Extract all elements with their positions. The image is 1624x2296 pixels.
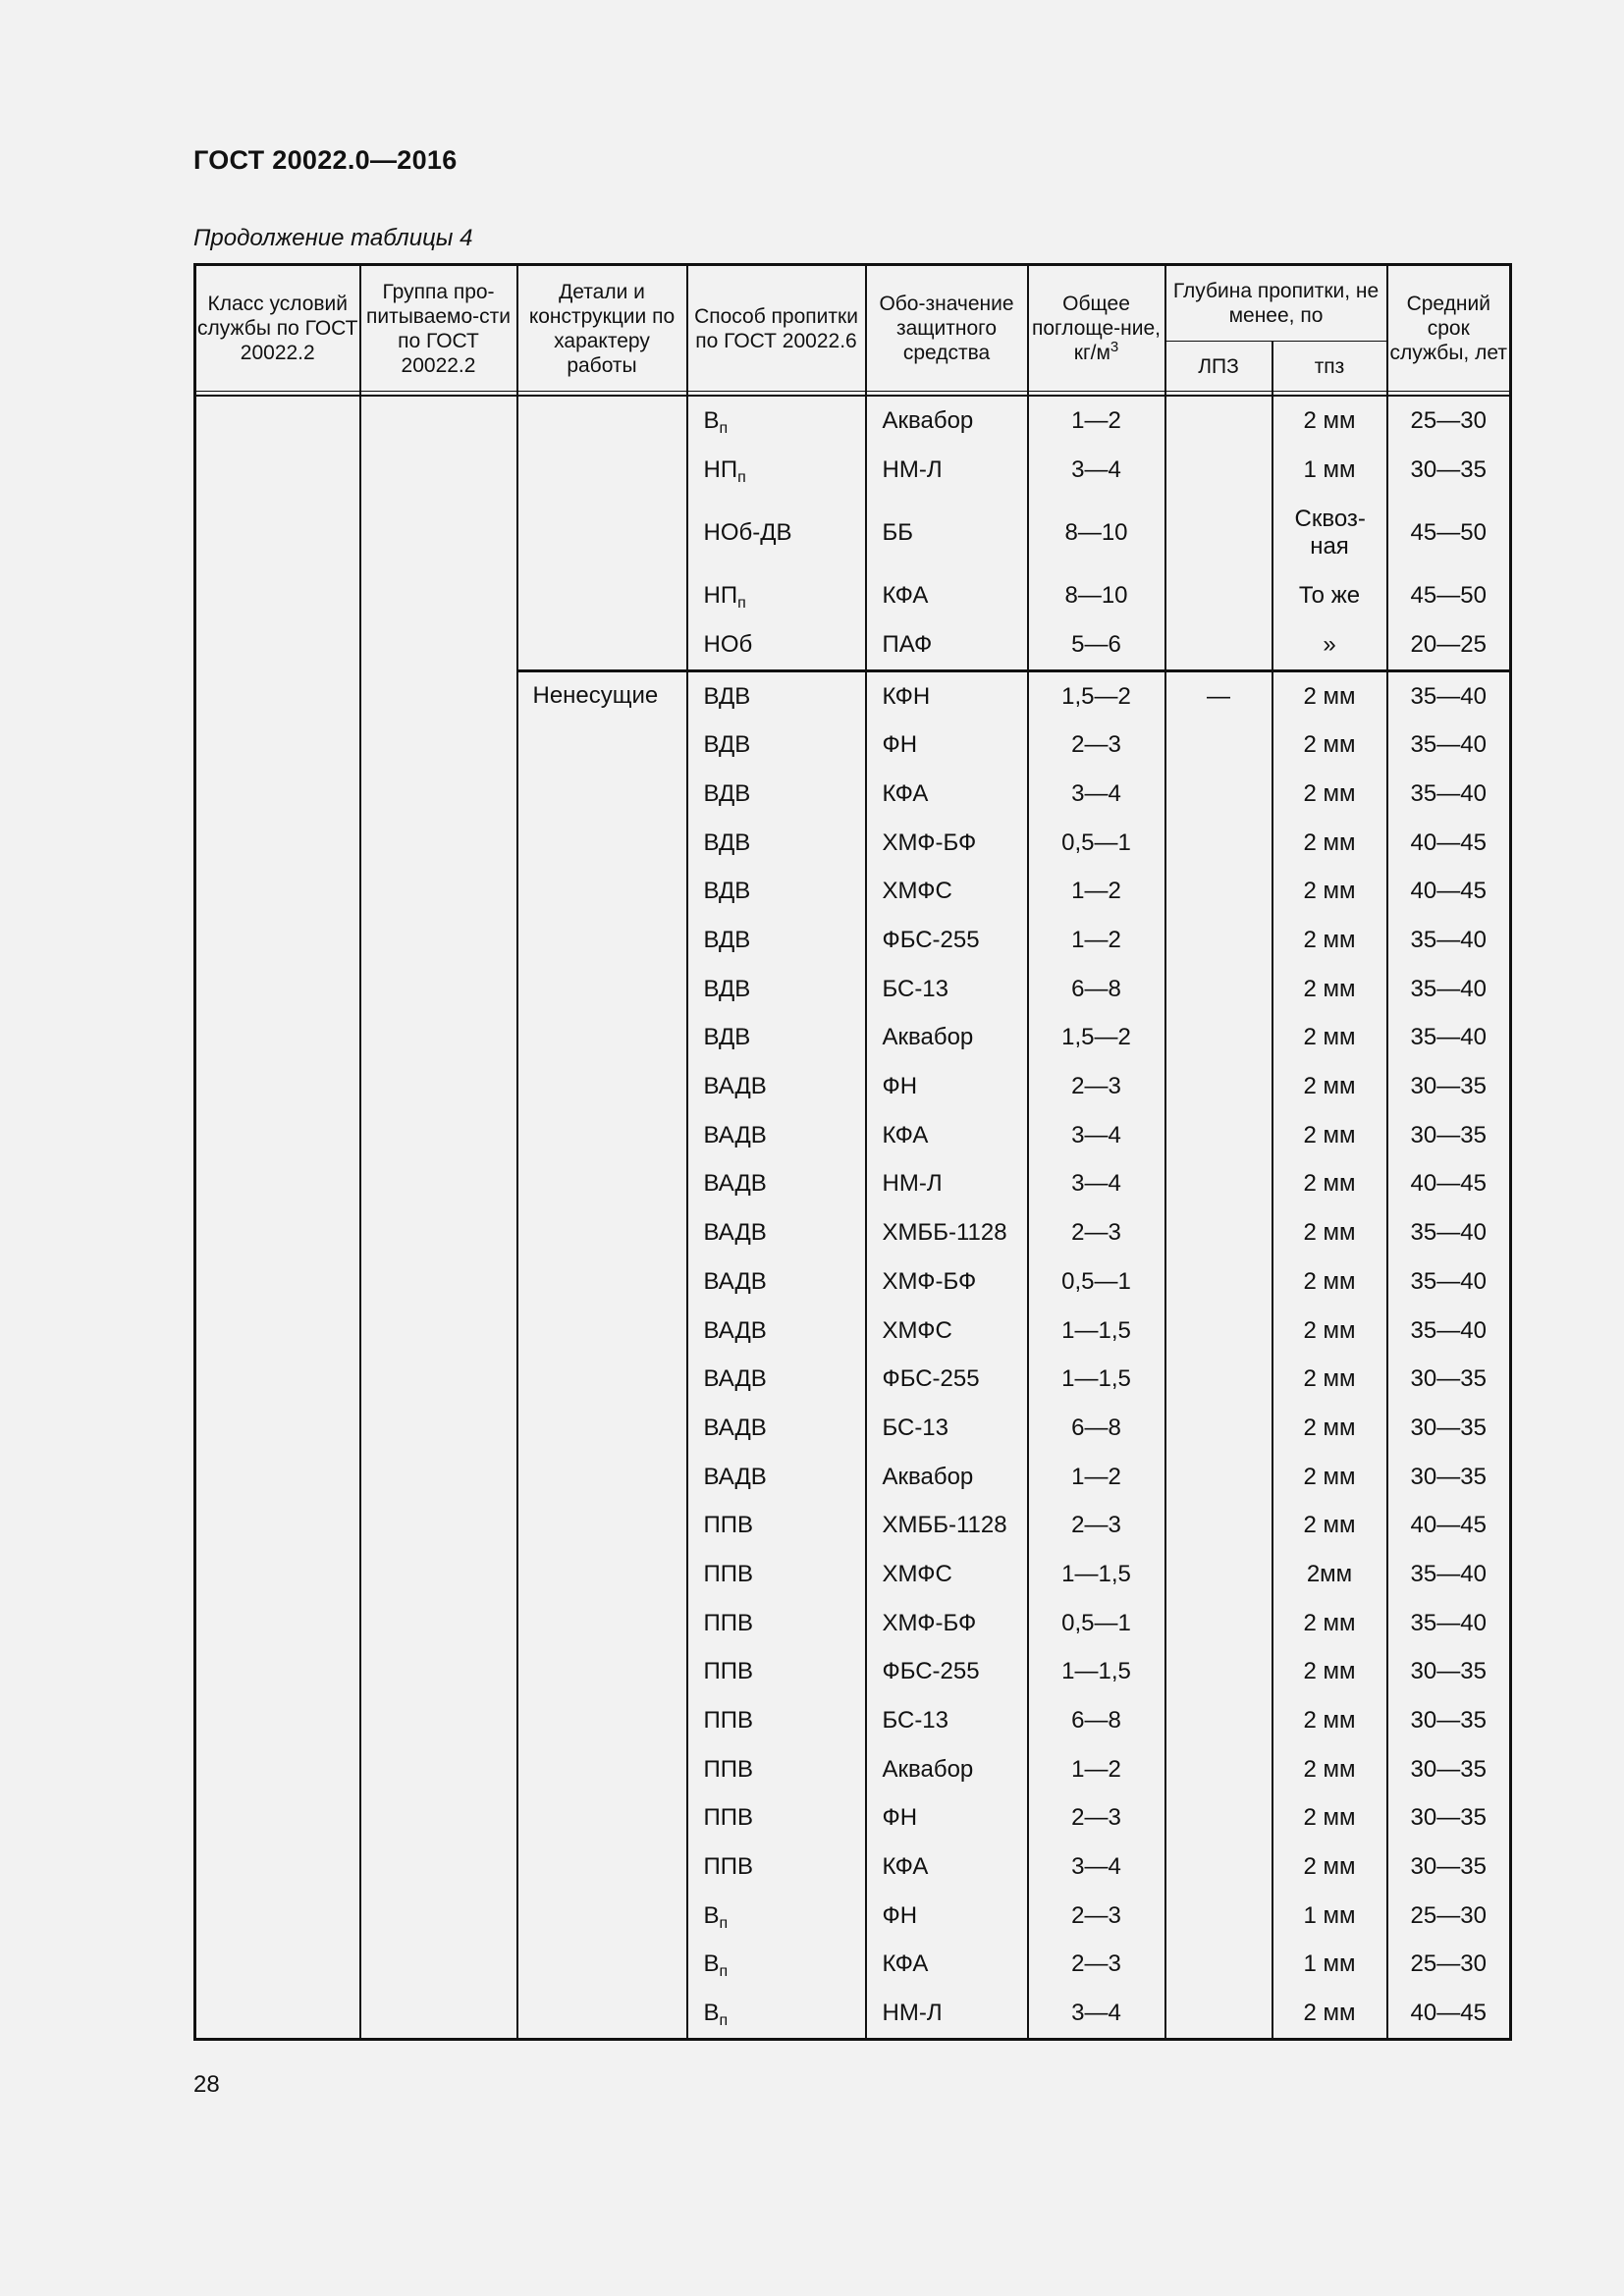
- cell-agent: ХМББ-1128: [866, 1501, 1028, 1550]
- cell-uptake: 1—1,5: [1028, 1648, 1165, 1697]
- method-code: ВДВ: [703, 1024, 751, 1051]
- method-code: В: [703, 406, 720, 434]
- cell-agent: НМ-Л: [866, 1989, 1028, 2039]
- cell-depth-lpz: [1165, 1599, 1272, 1648]
- cell-uptake: 2—3: [1028, 721, 1165, 770]
- cell-depth-lpz: [1165, 1648, 1272, 1697]
- cell-agent: БС-13: [866, 965, 1028, 1014]
- cell-agent: ХМФС: [866, 1550, 1028, 1599]
- cell-method: [687, 868, 866, 917]
- method-code: ВАДВ: [703, 1073, 767, 1100]
- cell-uptake: 3—4: [1028, 1111, 1165, 1160]
- cell-service-life: 35—40: [1387, 770, 1511, 819]
- method-code: ВДВ: [703, 975, 751, 1002]
- cell-uptake: 2—3: [1028, 1208, 1165, 1257]
- cell-depth-lpz: [1165, 1501, 1272, 1550]
- col-header-life: Средний срок службы, лет: [1387, 265, 1511, 392]
- cell-method: [687, 770, 866, 819]
- cell-method: [687, 916, 866, 965]
- cell-method: [687, 1599, 866, 1648]
- cell-service-class: [195, 396, 360, 2040]
- cell-service-life: 45—50: [1387, 571, 1511, 620]
- method-code: ВДВ: [703, 927, 751, 954]
- method-code: ВАДВ: [703, 1414, 767, 1441]
- table-body: [195, 396, 1511, 2040]
- cell-method: [687, 396, 866, 446]
- cell-method: [687, 494, 866, 571]
- cell-uptake: 0,5—1: [1028, 1257, 1165, 1307]
- method-code: В: [703, 1901, 720, 1929]
- cell-method: [687, 1208, 866, 1257]
- cell-impregnability-group: [360, 396, 517, 2040]
- cell-service-life: 30—35: [1387, 1842, 1511, 1892]
- cell-agent: ББ: [866, 494, 1028, 571]
- cell-method: [687, 1257, 866, 1307]
- method-code: НП: [703, 582, 738, 610]
- cell-depth-tpz: 2 мм: [1272, 1745, 1387, 1794]
- cell-service-life: 30—35: [1387, 1696, 1511, 1745]
- cell-depth-lpz: [1165, 620, 1272, 670]
- cell-depth-lpz: [1165, 916, 1272, 965]
- cell-uptake: 1—2: [1028, 1453, 1165, 1502]
- cell-uptake: 1—2: [1028, 396, 1165, 446]
- cell-service-life: 30—35: [1387, 1355, 1511, 1404]
- cell-service-life: 20—25: [1387, 620, 1511, 670]
- cell-depth-tpz: То же: [1272, 571, 1387, 620]
- cell-agent: Аквабор: [866, 1453, 1028, 1502]
- cell-agent: КФА: [866, 1941, 1028, 1990]
- cell-depth-tpz: 2 мм: [1272, 1014, 1387, 1063]
- cell-depth-tpz: Сквоз-ная: [1272, 494, 1387, 571]
- cell-method: [687, 1111, 866, 1160]
- cell-service-life: 30—35: [1387, 1745, 1511, 1794]
- col-header-details: Детали и конструкции по характеру работы: [517, 265, 687, 392]
- cell-depth-tpz: 2 мм: [1272, 1989, 1387, 2039]
- cell-service-life: 35—40: [1387, 916, 1511, 965]
- method-code: НОб-ДВ: [703, 518, 792, 546]
- cell-service-life: 30—35: [1387, 1111, 1511, 1160]
- cell-depth-tpz: 2 мм: [1272, 1696, 1387, 1745]
- cell-method: [687, 819, 866, 868]
- cell-depth-tpz: 2 мм: [1272, 1501, 1387, 1550]
- cell-depth-lpz: [1165, 1892, 1272, 1941]
- method-code: НОб: [703, 630, 753, 658]
- cell-uptake: 1—1,5: [1028, 1355, 1165, 1404]
- cell-method: [687, 1550, 866, 1599]
- cell-method: [687, 1842, 866, 1892]
- cell-service-life: 35—40: [1387, 721, 1511, 770]
- cell-method: [687, 1941, 866, 1990]
- cell-service-life: 45—50: [1387, 494, 1511, 571]
- table-header: [195, 265, 1511, 397]
- method-code: ППВ: [703, 1658, 754, 1685]
- cell-method: [687, 1355, 866, 1404]
- cell-depth-lpz: [1165, 494, 1272, 571]
- cell-depth-lpz: [1165, 1208, 1272, 1257]
- cell-method: [687, 620, 866, 670]
- cell-depth-lpz: [1165, 1453, 1272, 1502]
- cell-service-life: 30—35: [1387, 446, 1511, 495]
- cell-method: [687, 1794, 866, 1843]
- cell-agent: ФН: [866, 1892, 1028, 1941]
- cell-uptake: 1—1,5: [1028, 1550, 1165, 1599]
- cell-method: [687, 1989, 866, 2039]
- method-code: ППВ: [703, 1609, 754, 1636]
- cell-uptake: 2—3: [1028, 1501, 1165, 1550]
- cell-method: [687, 1014, 866, 1063]
- cell-agent: КФА: [866, 1111, 1028, 1160]
- cell-agent: НМ-Л: [866, 446, 1028, 495]
- cell-depth-tpz: 2 мм: [1272, 1307, 1387, 1356]
- cell-depth-lpz: [1165, 446, 1272, 495]
- cell-service-life: 40—45: [1387, 868, 1511, 917]
- method-code: ППВ: [703, 1707, 754, 1735]
- cell-uptake: 1—1,5: [1028, 1307, 1165, 1356]
- cell-depth-lpz: —: [1165, 670, 1272, 721]
- cell-uptake: 2—3: [1028, 1062, 1165, 1111]
- cell-depth-tpz: 2 мм: [1272, 1842, 1387, 1892]
- cell-depth-tpz: 2 мм: [1272, 1453, 1387, 1502]
- method-code: ВДВ: [703, 779, 751, 807]
- cell-method: [687, 1453, 866, 1502]
- cell-depth-tpz: 1 мм: [1272, 446, 1387, 495]
- table-caption: Продолжение таблицы 4: [193, 225, 473, 251]
- cell-service-life: 35—40: [1387, 1307, 1511, 1356]
- cell-uptake: 6—8: [1028, 1696, 1165, 1745]
- cell-uptake: 1—2: [1028, 916, 1165, 965]
- method-subscript: п: [719, 1914, 729, 1932]
- cell-service-life: 35—40: [1387, 1208, 1511, 1257]
- cell-agent: ФБС-255: [866, 1648, 1028, 1697]
- col-header-depth: Глубина пропитки, не менее, по: [1165, 265, 1387, 342]
- cell-uptake: 1—2: [1028, 868, 1165, 917]
- cell-depth-lpz: [1165, 1404, 1272, 1453]
- method-subscript: п: [737, 468, 746, 486]
- cell-agent: ХМФС: [866, 868, 1028, 917]
- cell-uptake: 1,5—2: [1028, 670, 1165, 721]
- col-header-method: Способ пропитки по ГОСТ 20022.6: [687, 265, 866, 392]
- cell-uptake: 3—4: [1028, 1160, 1165, 1209]
- cell-uptake: 0,5—1: [1028, 819, 1165, 868]
- cell-method: [687, 571, 866, 620]
- cell-method: [687, 1892, 866, 1941]
- cell-method: [687, 1745, 866, 1794]
- method-subscript: п: [719, 2012, 729, 2030]
- cell-depth-tpz: 2 мм: [1272, 721, 1387, 770]
- cell-uptake: 3—4: [1028, 446, 1165, 495]
- cell-depth-tpz: 2 мм: [1272, 819, 1387, 868]
- cell-agent: ХМББ-1128: [866, 1208, 1028, 1257]
- cell-depth-tpz: 2 мм: [1272, 1062, 1387, 1111]
- cell-depth-lpz: [1165, 1062, 1272, 1111]
- cell-depth-tpz: 2 мм: [1272, 396, 1387, 446]
- cell-method: [687, 670, 866, 721]
- cell-uptake: 6—8: [1028, 1404, 1165, 1453]
- cell-service-life: 40—45: [1387, 1160, 1511, 1209]
- cell-agent: ХМФС: [866, 1307, 1028, 1356]
- cell-details-group: Ненесущие: [517, 670, 687, 2039]
- impregnation-table: [193, 263, 1512, 2041]
- cell-depth-lpz: [1165, 1257, 1272, 1307]
- cell-depth-lpz: [1165, 819, 1272, 868]
- cell-service-life: 25—30: [1387, 1892, 1511, 1941]
- cell-agent: КФА: [866, 770, 1028, 819]
- method-code: НП: [703, 455, 738, 483]
- cell-uptake: 8—10: [1028, 494, 1165, 571]
- method-code: В: [703, 2000, 720, 2027]
- method-code: ППВ: [703, 1755, 754, 1783]
- col-header-impregnability-group: Группа про-питываемо-сти по ГОСТ 20022.2: [360, 265, 517, 392]
- cell-depth-lpz: [1165, 965, 1272, 1014]
- cell-depth-lpz: [1165, 1355, 1272, 1404]
- cell-depth-lpz: [1165, 1550, 1272, 1599]
- cell-depth-lpz: [1165, 1307, 1272, 1356]
- method-code: ВДВ: [703, 682, 751, 710]
- method-subscript: п: [719, 419, 729, 437]
- method-subscript: п: [719, 1963, 729, 1981]
- cell-uptake: 1—2: [1028, 1745, 1165, 1794]
- cell-service-life: 40—45: [1387, 819, 1511, 868]
- cell-service-life: 30—35: [1387, 1794, 1511, 1843]
- method-code: В: [703, 1950, 720, 1978]
- cell-depth-tpz: »: [1272, 620, 1387, 670]
- cell-depth-lpz: [1165, 1160, 1272, 1209]
- cell-uptake: 2—3: [1028, 1941, 1165, 1990]
- cell-uptake: 5—6: [1028, 620, 1165, 670]
- cell-method: [687, 1501, 866, 1550]
- cell-uptake: 1,5—2: [1028, 1014, 1165, 1063]
- document-title: ГОСТ 20022.0—2016: [193, 145, 458, 175]
- cell-depth-lpz: [1165, 1941, 1272, 1990]
- cell-method: [687, 1404, 866, 1453]
- cell-depth-lpz: [1165, 1745, 1272, 1794]
- method-code: ППВ: [703, 1804, 754, 1832]
- uptake-label: Общее поглоще-ние, кг/м: [1032, 293, 1161, 364]
- cell-depth-tpz: 2 мм: [1272, 916, 1387, 965]
- cell-method: [687, 1160, 866, 1209]
- cell-depth-tpz: 2 мм: [1272, 1599, 1387, 1648]
- cell-depth-tpz: 2 мм: [1272, 1160, 1387, 1209]
- cell-uptake: 2—3: [1028, 1892, 1165, 1941]
- cell-uptake: 3—4: [1028, 770, 1165, 819]
- method-code: ППВ: [703, 1512, 754, 1539]
- col-header-agent: Обо-значение защитного средства: [866, 265, 1028, 392]
- col-header-tpz: тпз: [1272, 342, 1387, 392]
- cell-agent: ФБС-255: [866, 1355, 1028, 1404]
- cell-service-life: 30—35: [1387, 1648, 1511, 1697]
- method-subscript: п: [737, 595, 746, 613]
- cell-agent: ФБС-255: [866, 916, 1028, 965]
- col-header-uptake: [1028, 265, 1165, 392]
- cell-agent: Аквабор: [866, 1745, 1028, 1794]
- cell-depth-lpz: [1165, 1111, 1272, 1160]
- cell-uptake: 3—4: [1028, 1842, 1165, 1892]
- cell-depth-tpz: 2 мм: [1272, 1257, 1387, 1307]
- cell-service-life: 35—40: [1387, 1599, 1511, 1648]
- cell-method: [687, 721, 866, 770]
- cell-agent: КФН: [866, 670, 1028, 721]
- cell-depth-tpz: 1 мм: [1272, 1941, 1387, 1990]
- uptake-exponent: 3: [1110, 339, 1119, 355]
- cell-service-life: 25—30: [1387, 1941, 1511, 1990]
- cell-service-life: 35—40: [1387, 1014, 1511, 1063]
- cell-depth-lpz: [1165, 721, 1272, 770]
- cell-service-life: 30—35: [1387, 1453, 1511, 1502]
- cell-depth-tpz: 2 мм: [1272, 770, 1387, 819]
- cell-agent: КФА: [866, 1842, 1028, 1892]
- cell-service-life: 30—35: [1387, 1404, 1511, 1453]
- cell-method: [687, 965, 866, 1014]
- cell-method: [687, 1696, 866, 1745]
- col-header-lpz: ЛПЗ: [1165, 342, 1272, 392]
- cell-depth-tpz: 1 мм: [1272, 1892, 1387, 1941]
- cell-agent: ХМФ-БФ: [866, 1599, 1028, 1648]
- cell-uptake: 6—8: [1028, 965, 1165, 1014]
- cell-service-life: 35—40: [1387, 670, 1511, 721]
- cell-depth-tpz: 2 мм: [1272, 1794, 1387, 1843]
- cell-agent: Аквабор: [866, 1014, 1028, 1063]
- cell-details-continued: [517, 396, 687, 670]
- cell-service-life: 40—45: [1387, 1501, 1511, 1550]
- cell-depth-lpz: [1165, 1794, 1272, 1843]
- method-code: ВАДВ: [703, 1316, 767, 1344]
- col-header-service-class: Класс условий службы по ГОСТ 20022.2: [195, 265, 360, 392]
- cell-agent: ФН: [866, 1794, 1028, 1843]
- page-number: 28: [193, 2071, 220, 2098]
- cell-service-life: 40—45: [1387, 1989, 1511, 2039]
- method-code: ВАДВ: [703, 1463, 767, 1490]
- cell-agent: Аквабор: [866, 396, 1028, 446]
- method-code: ВАДВ: [703, 1170, 767, 1198]
- method-code: ВАДВ: [703, 1267, 767, 1295]
- cell-service-life: 25—30: [1387, 396, 1511, 446]
- method-code: ВАДВ: [703, 1121, 767, 1148]
- cell-agent: ХМФ-БФ: [866, 819, 1028, 868]
- cell-agent: ФН: [866, 721, 1028, 770]
- cell-agent: ФН: [866, 1062, 1028, 1111]
- cell-depth-lpz: [1165, 770, 1272, 819]
- cell-agent: ХМФ-БФ: [866, 1257, 1028, 1307]
- method-code: ППВ: [703, 1560, 754, 1587]
- cell-depth-tpz: 2 мм: [1272, 1208, 1387, 1257]
- cell-agent: ПАФ: [866, 620, 1028, 670]
- cell-depth-tpz: 2 мм: [1272, 965, 1387, 1014]
- cell-agent: БС-13: [866, 1404, 1028, 1453]
- cell-depth-tpz: 2 мм: [1272, 868, 1387, 917]
- cell-depth-tpz: 2 мм: [1272, 1648, 1387, 1697]
- cell-service-life: 35—40: [1387, 965, 1511, 1014]
- cell-depth-tpz: 2 мм: [1272, 670, 1387, 721]
- cell-depth-lpz: [1165, 396, 1272, 446]
- cell-depth-tpz: 2мм: [1272, 1550, 1387, 1599]
- cell-depth-lpz: [1165, 571, 1272, 620]
- method-code: ППВ: [703, 1853, 754, 1881]
- cell-method: [687, 1648, 866, 1697]
- cell-service-life: 30—35: [1387, 1062, 1511, 1111]
- cell-service-life: 35—40: [1387, 1550, 1511, 1599]
- cell-uptake: 0,5—1: [1028, 1599, 1165, 1648]
- cell-depth-lpz: [1165, 1014, 1272, 1063]
- cell-service-life: 35—40: [1387, 1257, 1511, 1307]
- cell-agent: НМ-Л: [866, 1160, 1028, 1209]
- cell-depth-tpz: 2 мм: [1272, 1111, 1387, 1160]
- cell-agent: КФА: [866, 571, 1028, 620]
- method-code: ВАДВ: [703, 1365, 767, 1393]
- cell-method: [687, 1307, 866, 1356]
- method-code: ВДВ: [703, 878, 751, 905]
- cell-uptake: 3—4: [1028, 1989, 1165, 2039]
- cell-depth-tpz: 2 мм: [1272, 1404, 1387, 1453]
- cell-uptake: 2—3: [1028, 1794, 1165, 1843]
- cell-depth-tpz: 2 мм: [1272, 1355, 1387, 1404]
- cell-depth-lpz: [1165, 1696, 1272, 1745]
- cell-agent: БС-13: [866, 1696, 1028, 1745]
- table-row: [195, 396, 1511, 446]
- cell-method: [687, 1062, 866, 1111]
- cell-depth-lpz: [1165, 1989, 1272, 2039]
- cell-depth-lpz: [1165, 868, 1272, 917]
- method-code: ВДВ: [703, 731, 751, 759]
- method-code: ВДВ: [703, 828, 751, 856]
- method-code: ВАДВ: [703, 1219, 767, 1247]
- cell-depth-lpz: [1165, 1842, 1272, 1892]
- cell-method: [687, 446, 866, 495]
- cell-uptake: 8—10: [1028, 571, 1165, 620]
